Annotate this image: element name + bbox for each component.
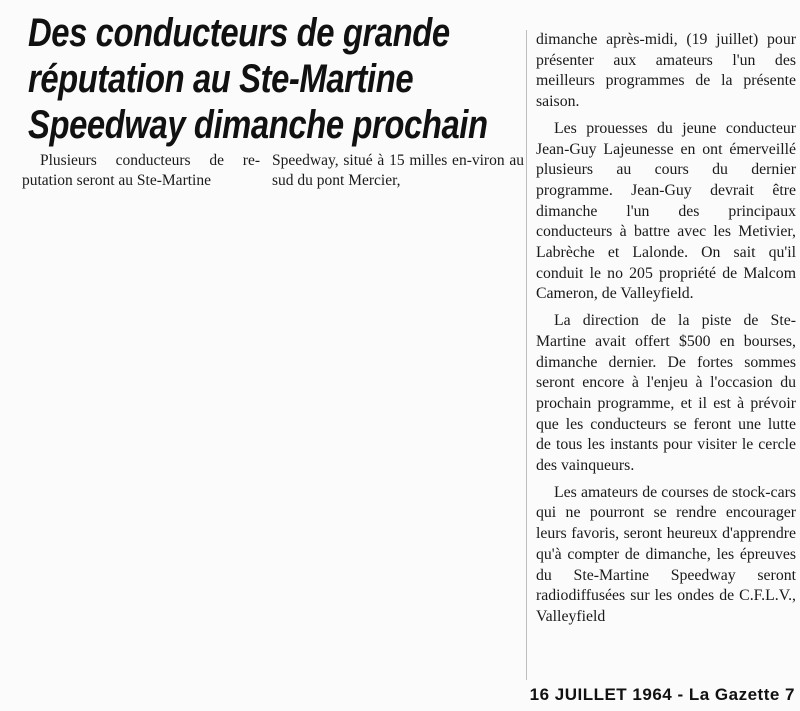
- headline: [28, 10, 528, 148]
- paragraph-bourses: La direction de la piste de Ste-Martine avait offert $500 en bourses, dimanche dernier. De fortes sommes seront encore à l'enjeu à l'occasion du prochain programme, et il est à prévoir que les conducteurs se feront une lutte de tous les instants pour visiter le cercle des vainqueurs.: [536, 312, 796, 475]
- column-divider: [526, 30, 527, 680]
- headline-line-3: Speedway dimanche prochain: [28, 103, 488, 147]
- paragraph-radio: Les amateurs de courses de stock-cars qui ne pourront se rendre encourager leurs favoris, seront heureux d'apprendre qu'à compter de dimanche, les épreuves du Ste-Martine Speedway seront radiodiffusées sur les ondes de C.F.L.V., Valleyfield: [536, 483, 796, 625]
- column-1-text: Plusieurs conducteurs de re-putation seront au Ste-Martine: [22, 152, 260, 190]
- article-column-3: [536, 30, 796, 628]
- column-2-text: Speedway, situé à 15 milles en-viron au sud du pont Mercier,: [272, 152, 524, 190]
- page-footer: 16 JUILLET 1964 - La Gazette 7: [529, 685, 795, 704]
- headline-line-2: réputation au Ste-Martine: [28, 57, 414, 101]
- article-column-1: [22, 151, 260, 192]
- paragraph-lajeunesse: Les prouesses du jeune conducteur Jean-Guy Lajeunesse en ont émerveillé plusieurs au cours du dernier programme. Jean-Guy devrait être dimanche l'un des principaux conducteurs à battre avec les Metivier, Labrèche et Lalonde. On sait qu'il conduit le no 205 propriété de Malcom Cameron, de Valleyfield.: [536, 119, 796, 303]
- headline-line-1: Des conducteurs de grande: [28, 11, 450, 55]
- paragraph-continuation: dimanche après-midi, (19 juillet) pour présenter aux amateurs l'un des meilleurs programmes de la présente saison.: [536, 31, 796, 111]
- article-column-2: [272, 151, 524, 192]
